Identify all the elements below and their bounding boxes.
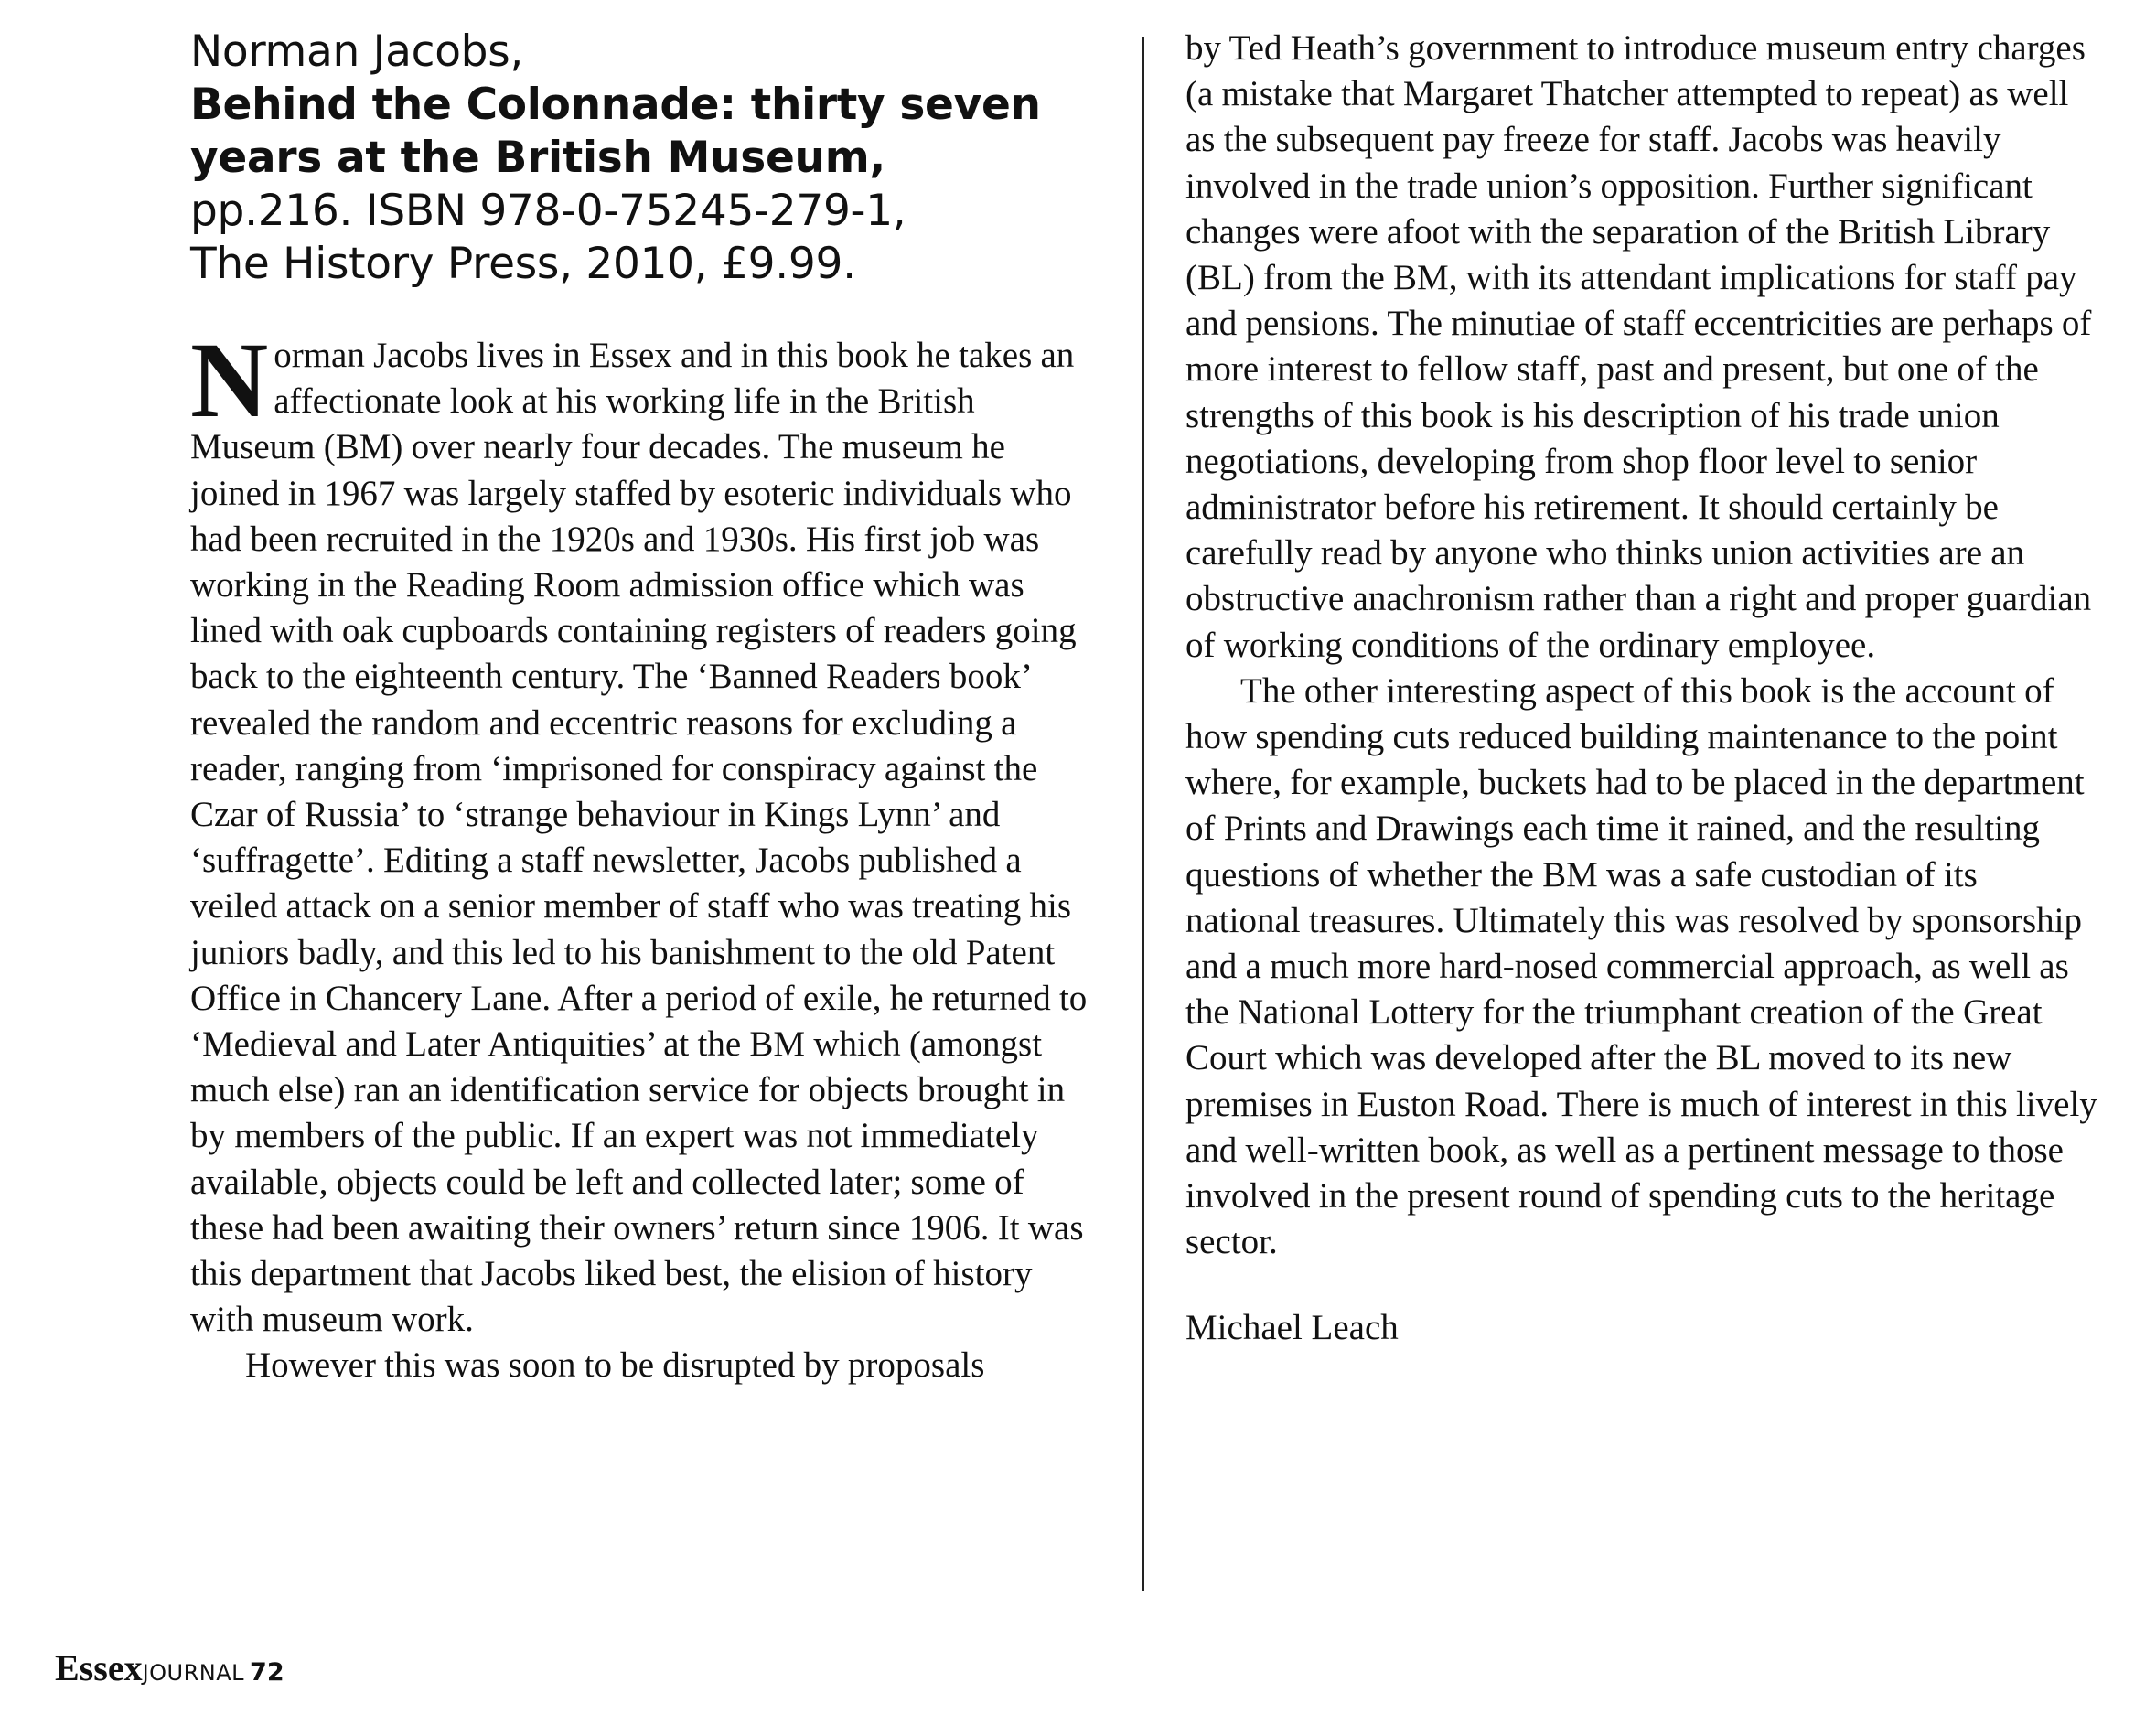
page-number: 72 (250, 1658, 284, 1687)
book-pages-isbn: pp.216. ISBN 978-0-75245-279-1, (190, 186, 906, 236)
review-heading (190, 26, 1096, 291)
book-title: Behind the Colonnade: thirty seven years at the British Museum, (190, 80, 1041, 183)
paragraph-1 (190, 320, 1096, 1343)
left-column (190, 26, 1096, 1389)
review-body-right (1185, 26, 2100, 1265)
reviewer-name: Michael Leach (1185, 1308, 1399, 1348)
paragraph-1-text: orman Jacobs lives in Essex and in this book he takes an affectionate look at his working life in the British Museum (BM) over nearly four decades. The museum he joined in 1967 was largely staffed by esoteric individuals who had been recruited in the 1920s and 1930s. His first job was working in the Reading Room admission office which was lined with oak cupboards containing registers of readers going back to the eighteenth century. The ‘Banned Readers book’ revealed the random and eccentric reasons for excluding a reader, ranging from ‘imprisoned for conspiracy against the Czar of Russia’ to ‘strange behaviour in Kings Lynn’ and ‘suffragette’. Editing a staff newsletter, Jacobs published a veiled attack on a senior member of staff who was treating his juniors badly, and this led to his banishment to the old Patent Office in Chancery Lane. After a period of exile, he returned to ‘Medieval and Later Antiquities’ at the BM which (amongst much else) ran an identification service for objects brought in by members of the public. If an expert was not immediately available, objects could be left and collected later; some of these had been awaiting their owners’ return since 1906. It was this department that Jacobs liked best, the elision of history with museum work. (190, 336, 1088, 1340)
drop-cap: N (190, 320, 269, 440)
paragraph-2-start: However this was soon to be disrupted by proposals (245, 1345, 985, 1386)
paragraph-3: The other interesting aspect of this book is the account of how spending cuts reduced building maintenance to the point where, for example, buckets had to be placed in the department of Prints and Drawings each time it rained, and the resulting questions of whether the BM was a safe custodian of its national treasures. Ultimately this was resolved by sponsorship and a much more hard-nosed commercial approach, as well as the National Lottery for the triumphant creation of the Great Court which was developed after the BL moved to its new premises in Euston Road. There is much of interest in this lively and well-written book, as well as a pertinent message to those involved in the present round of spending cuts to the heritage sector. (1185, 670, 2097, 1262)
review-body-left (190, 320, 1096, 1389)
book-author: Norman Jacobs, (190, 27, 524, 77)
footer-journal: JOURNAL (142, 1660, 245, 1686)
page-footer (55, 1646, 284, 1689)
column-divider (1142, 37, 1144, 1591)
paragraph-2-continued: by Ted Heath’s government to introduce museum entry charges (a mistake that Margaret Thatcher attempted to repeat) as well as the subsequent pay freeze for staff. Jacobs was heavily involved in the trade union’s opposition. Further significant changes were afoot with the separation of the British Library (BL) from the BM, with its attendant implications for staff pay and pensions. The minutiae of staff eccentricities are perhaps of more interest to fellow staff, past and present, but one of the strengths of this book is his description of his trade union negotiations, developing from shop floor level to senior administrator before his retirement. It should certainly be carefully read by anyone who thinks union activities are an obstructive anachronism rather than a right and proper guardian of working conditions of the ordinary employee. (1185, 28, 2092, 665)
right-column (1185, 26, 2100, 1351)
book-publisher: The History Press, 2010, £9.99. (190, 239, 856, 289)
footer-brand: Essex (55, 1647, 143, 1688)
